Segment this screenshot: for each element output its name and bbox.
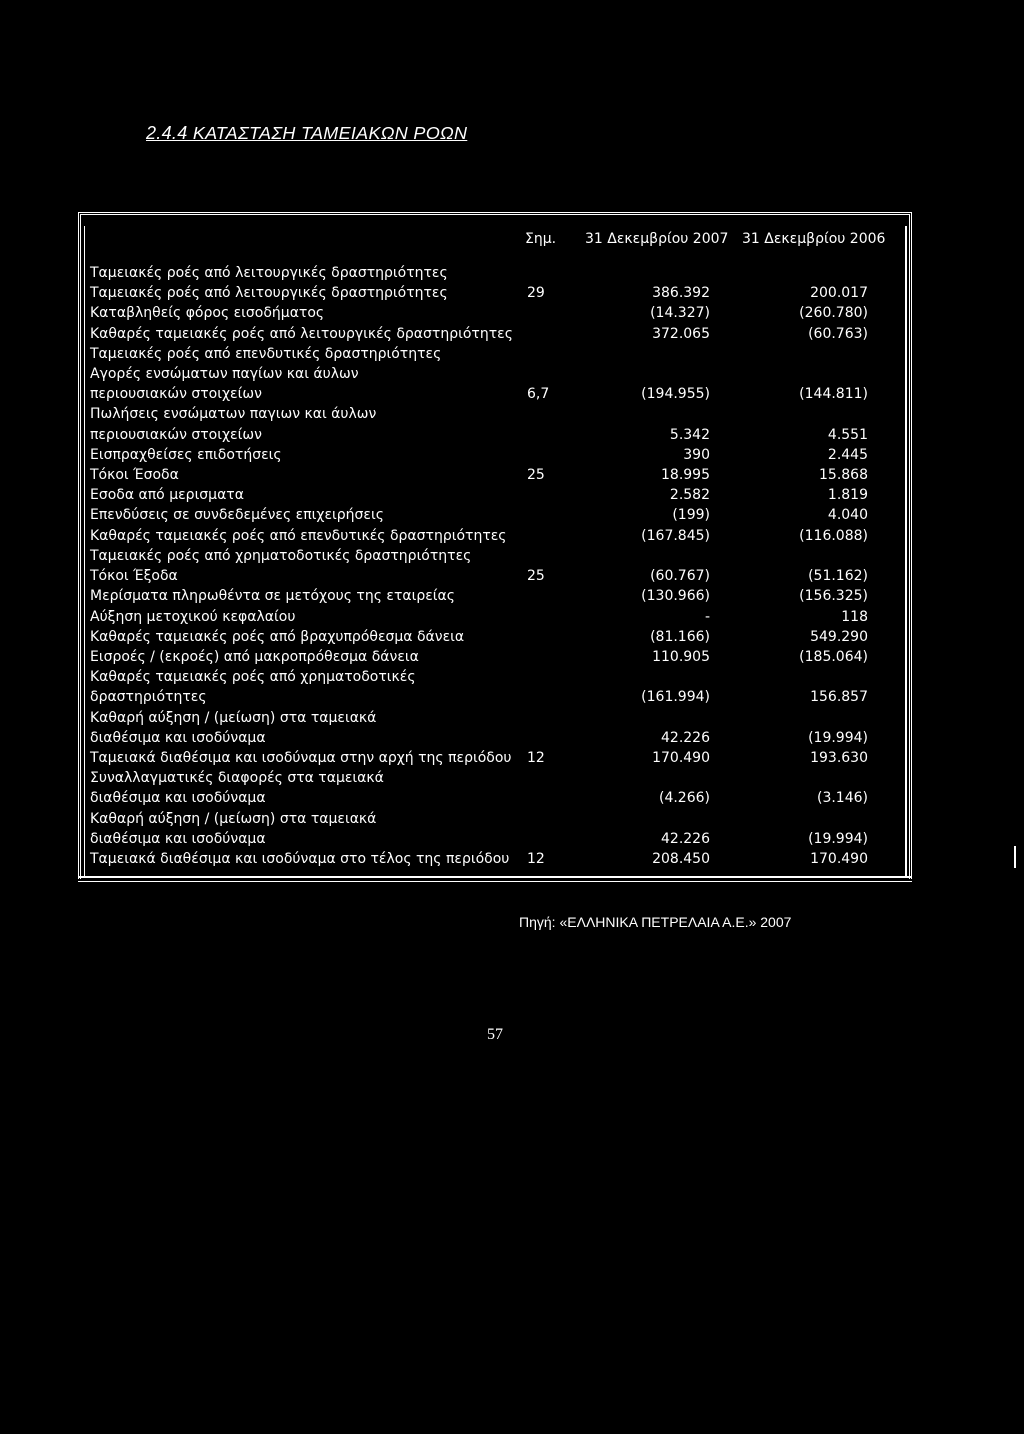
row-value-2007: 208.450 bbox=[652, 851, 710, 867]
row-note: 12 bbox=[527, 750, 545, 766]
row-value-2006: 193.630 bbox=[810, 750, 868, 766]
row-value-2006: 156.857 bbox=[810, 689, 868, 705]
row-label: δραστηριότητες bbox=[90, 689, 207, 705]
row-label: Ταμειακά διαθέσιμα και ισοδύναμα στην αρχή της περιόδου bbox=[90, 750, 512, 766]
table-row bbox=[90, 767, 910, 789]
row-value-2006: 15.868 bbox=[819, 467, 868, 483]
row-value-2007: (167.845) bbox=[641, 528, 710, 544]
row-label: Τόκοι Έξοδα bbox=[90, 568, 178, 584]
row-note: 25 bbox=[527, 568, 545, 584]
row-note: 12 bbox=[527, 851, 545, 867]
row-value-2007: (194.955) bbox=[641, 386, 710, 402]
table-row bbox=[90, 504, 910, 526]
table-row bbox=[90, 545, 910, 567]
row-label: διαθέσιμα και ισοδύναμα bbox=[90, 831, 266, 847]
table-row bbox=[90, 323, 910, 345]
row-value-2007: (14.327) bbox=[650, 305, 710, 321]
table-row bbox=[90, 686, 910, 708]
table-row bbox=[90, 444, 910, 466]
row-label: διαθέσιμα και ισοδύναμα bbox=[90, 790, 266, 806]
row-value-2006: (260.780) bbox=[799, 305, 868, 321]
table-header bbox=[90, 228, 910, 250]
row-value-2007: 18.995 bbox=[661, 467, 710, 483]
row-label: Ταμειακά διαθέσιμα και ισοδύναμα στο τέλος της περιόδου bbox=[90, 851, 510, 867]
table-row bbox=[90, 565, 910, 587]
row-value-2006: 549.290 bbox=[810, 629, 868, 645]
row-value-2007: 42.226 bbox=[661, 831, 710, 847]
row-label: περιουσιακών στοιχείων bbox=[90, 386, 262, 402]
row-value-2007: 372.065 bbox=[652, 326, 710, 342]
row-value-2006: 118 bbox=[841, 609, 868, 625]
row-label: Καταβληθείς φόρος εισοδήματος bbox=[90, 305, 325, 321]
row-value-2007: 2.582 bbox=[669, 487, 710, 503]
row-label: Μερίσματα πληρωθέντα σε μετόχους της εταιρείας bbox=[90, 588, 455, 604]
row-value-2006: 4.551 bbox=[827, 427, 868, 443]
row-value-2006: (19.994) bbox=[808, 831, 868, 847]
table-row bbox=[90, 282, 910, 304]
row-value-2006: (60.763) bbox=[808, 326, 868, 342]
table-row bbox=[90, 666, 910, 688]
row-value-2007: 170.490 bbox=[652, 750, 710, 766]
row-value-2007: 42.226 bbox=[661, 730, 710, 746]
row-label: Ταμειακές ροές από λειτουργικές δραστηριότητες bbox=[90, 265, 448, 281]
margin-mark bbox=[1014, 846, 1016, 868]
row-value-2006: (144.811) bbox=[799, 386, 868, 402]
row-label: Τόκοι Έσοδα bbox=[90, 467, 179, 483]
row-label: Ταμειακές ροές από λειτουργικές δραστηριότητες bbox=[90, 285, 448, 301]
row-value-2006: (156.325) bbox=[799, 588, 868, 604]
table-row bbox=[90, 302, 910, 324]
row-value-2007: (81.166) bbox=[650, 629, 710, 645]
page-number: 57 bbox=[487, 1026, 503, 1043]
row-label: Ταμειακές ροές από χρηματοδοτικές δραστηριότητες bbox=[90, 548, 472, 564]
row-label: Καθαρή αύξηση / (μείωση) στα ταμειακά bbox=[90, 811, 377, 827]
table-row bbox=[90, 808, 910, 830]
row-value-2007: (4.266) bbox=[658, 790, 710, 806]
table-row bbox=[90, 424, 910, 446]
table-row bbox=[90, 525, 910, 547]
table-row bbox=[90, 464, 910, 486]
row-label: Καθαρές ταμειακές ροές από λειτουργικές δραστηριότητες bbox=[90, 326, 513, 342]
row-note: 25 bbox=[527, 467, 545, 483]
row-label: Εισπραχθείσες επιδοτήσεις bbox=[90, 447, 282, 463]
table-row bbox=[90, 363, 910, 385]
row-value-2006: (19.994) bbox=[808, 730, 868, 746]
table-row bbox=[90, 606, 910, 628]
table-row bbox=[90, 403, 910, 425]
row-value-2007: 5.342 bbox=[669, 427, 710, 443]
table-row bbox=[90, 787, 910, 809]
row-value-2006: 2.445 bbox=[827, 447, 868, 463]
row-value-2007: (161.994) bbox=[641, 689, 710, 705]
row-label: Αύξηση μετοχικού κεφαλαίου bbox=[90, 609, 296, 625]
row-value-2007: (130.966) bbox=[641, 588, 710, 604]
row-label: Εισροές / (εκροές) από μακροπρόθεσμα δάνεια bbox=[90, 649, 419, 665]
table-row bbox=[90, 383, 910, 405]
row-note: 29 bbox=[527, 285, 545, 301]
row-value-2006: (3.146) bbox=[816, 790, 868, 806]
row-value-2006: (51.162) bbox=[808, 568, 868, 584]
header-note: Σημ. bbox=[525, 231, 557, 247]
table-row bbox=[90, 727, 910, 749]
row-value-2006: (185.064) bbox=[799, 649, 868, 665]
row-value-2007: - bbox=[704, 609, 710, 625]
table-row bbox=[90, 707, 910, 729]
row-note: 6,7 bbox=[527, 386, 550, 402]
row-label: Επενδύσεις σε συνδεδεμένες επιχειρήσεις bbox=[90, 507, 384, 523]
header-2007: 31 Δεκεμβρίου 2007 bbox=[585, 231, 729, 247]
row-value-2006: 4.040 bbox=[827, 507, 868, 523]
row-value-2007: (199) bbox=[672, 507, 710, 523]
row-label: Ταμειακές ροές από επενδυτικές δραστηριότητες bbox=[90, 346, 442, 362]
table-row bbox=[90, 747, 910, 769]
row-label: Καθαρές ταμειακές ροές από επενδυτικές δραστηριότητες bbox=[90, 528, 507, 544]
row-value-2007: (60.767) bbox=[650, 568, 710, 584]
row-label: Καθαρή αύξηση / (μείωση) στα ταμειακά bbox=[90, 710, 377, 726]
header-2006: 31 Δεκεμβρίου 2006 bbox=[742, 231, 886, 247]
table-bottom-rule bbox=[78, 876, 912, 882]
row-value-2007: 390 bbox=[683, 447, 710, 463]
row-label: Καθαρές ταμειακές ροές από βραχυπρόθεσμα δάνεια bbox=[90, 629, 465, 645]
row-value-2006: 170.490 bbox=[810, 851, 868, 867]
row-value-2006: (116.088) bbox=[799, 528, 868, 544]
row-label: περιουσιακών στοιχείων bbox=[90, 427, 262, 443]
table-row bbox=[90, 848, 910, 870]
table-row bbox=[90, 262, 910, 284]
row-label: Εσοδα από μερισματα bbox=[90, 487, 244, 503]
table-row bbox=[90, 585, 910, 607]
row-label: Συναλλαγματικές διαφορές στα ταμειακά bbox=[90, 770, 384, 786]
section-title: 2.4.4 ΚΑΤΑΣΤΑΣΗ ΤΑΜΕΙΑΚΩΝ ΡΟΩΝ bbox=[146, 123, 468, 143]
table-row bbox=[90, 828, 910, 850]
row-label: διαθέσιμα και ισοδύναμα bbox=[90, 730, 266, 746]
row-value-2006: 200.017 bbox=[810, 285, 868, 301]
table-row bbox=[90, 646, 910, 668]
row-value-2006: 1.819 bbox=[827, 487, 868, 503]
table-row bbox=[90, 343, 910, 365]
table-row bbox=[90, 626, 910, 648]
table-row bbox=[90, 484, 910, 506]
row-label: Πωλήσεις ενσώματων παγιων και άυλων bbox=[90, 406, 377, 422]
source-note: Πηγή: «ΕΛΛΗΝΙΚΑ ΠΕΤΡΕΛΑΙΑ Α.Ε.» 2007 bbox=[519, 914, 792, 930]
row-value-2007: 110.905 bbox=[652, 649, 710, 665]
row-label: Αγορές ενσώματων παγίων και άυλων bbox=[90, 366, 359, 382]
row-value-2007: 386.392 bbox=[652, 285, 710, 301]
row-label: Καθαρές ταμειακές ροές από χρηματοδοτικές bbox=[90, 669, 416, 685]
